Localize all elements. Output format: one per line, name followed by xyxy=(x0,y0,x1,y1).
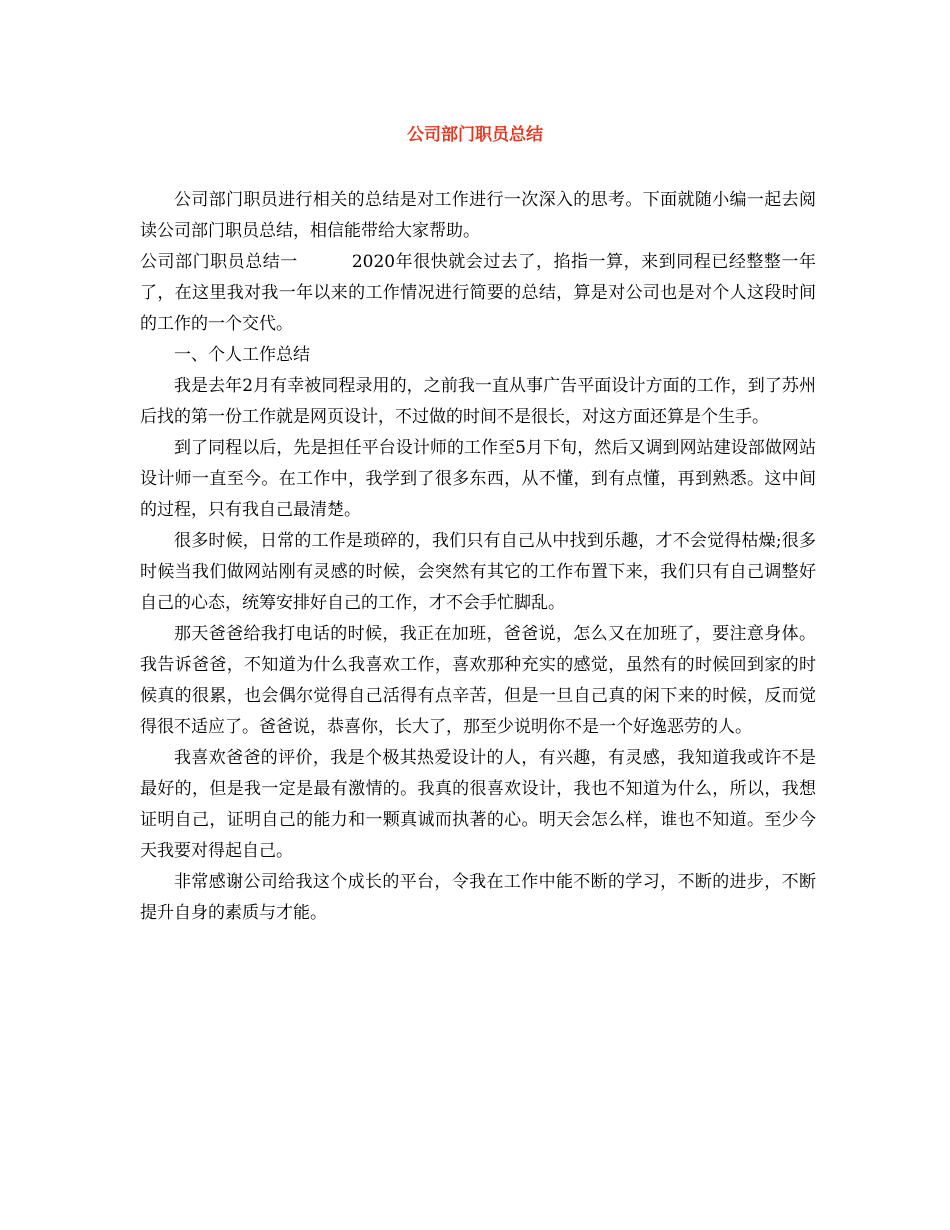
section-opening-paragraph xyxy=(140,247,816,340)
body-paragraph-5: 我喜欢爸爸的评价，我是个极其热爱设计的人，有兴趣，有灵感，我知道我或许不是最好的，但是我一定是最有激情的。我真的很喜欢设计，我也不知道为什么，所以，我想证明自己，证明自己的能力和一颗真诚而执著的心。明天会怎么样，谁也不知道。至少今天我要对得起自己。 xyxy=(140,748,816,861)
section-label: 公司部门职员总结一 xyxy=(140,252,298,272)
section-opening-text: 2020年很快就会过去了，掐指一算，来到同程已经整整一年了，在这里我对我一年以来的工作情况进行简要的总结，算是对公司也是对个人这段时间的工作的一个交代。 xyxy=(140,252,817,334)
body-paragraph-3: 很多时候，日常的工作是琐碎的，我们只有自己从中找到乐趣，才不会觉得枯燥;很多时候当我们做网站刚有灵感的时候，会突然有其它的工作布置下来，我们只有自己调整好自己的心态，统筹安排好自己的工作，才不会手忙脚乱。 xyxy=(140,531,816,613)
body-paragraph-2: 到了同程以后，先是担任平台设计师的工作至5月下旬，然后又调到网站建设部做网站设计师一直至今。在工作中，我学到了很多东西，从不懂，到有点懂，再到熟悉。这中间的过程，只有我自己最清楚。 xyxy=(140,438,816,520)
document-title: 公司部门职员总结 xyxy=(407,125,543,145)
body-paragraph-6: 非常感谢公司给我这个成长的平台，令我在工作中能不断的学习，不断的进步，不断提升自身的素质与才能。 xyxy=(140,872,816,923)
intro-paragraph: 公司部门职员进行相关的总结是对工作进行一次深入的思考。下面就随小编一起去阅读公司部门职员总结，相信能带给大家帮助。 xyxy=(140,190,816,241)
document-body xyxy=(140,185,816,929)
body-paragraph-4: 那天爸爸给我打电话的时候，我正在加班，爸爸说，怎么又在加班了，要注意身体。我告诉爸爸，不知道为什么我喜欢工作，喜欢那种充实的感觉，虽然有的时候回到家的时候真的很累，也会偶尔觉得自己活得有点辛苦，但是一旦自己真的闲下来的时候，反而觉得很不适应了。爸爸说，恭喜你，长大了，那至少说明你不是一个好逸恶劳的人。 xyxy=(140,624,816,737)
body-paragraph-1: 我是去年2月有幸被同程录用的，之前我一直从事广告平面设计方面的工作，到了苏州后找的第一份工作就是网页设计，不过做的时间不是很长，对这方面还算是个生手。 xyxy=(140,376,816,427)
section-heading: 一、个人工作总结 xyxy=(174,345,310,365)
